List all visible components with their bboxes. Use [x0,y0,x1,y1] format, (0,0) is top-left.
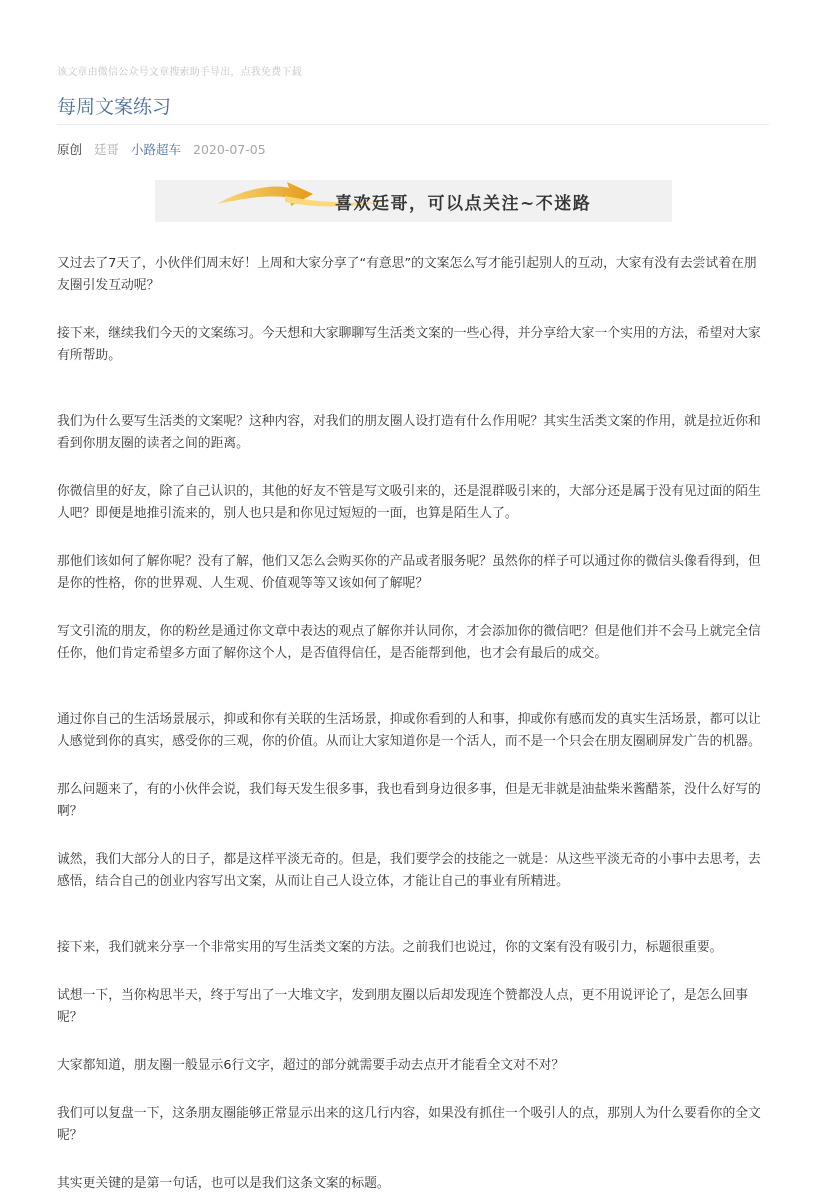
paragraph: 那么问题来了，有的小伙伴会说，我们每天发生很多事，我也看到身边很多事，但是无非就是油盐柴米酱醋茶，没什么好写的啊？ [57,782,761,819]
account-name-link[interactable]: 小路超车 [131,142,182,157]
title-divider [57,124,769,125]
paragraph: 大家都知道，朋友圈一般显示6行文字，超过的部分就需要手动去点开才能看全文对不对？ [57,1058,565,1073]
paragraph: 接下来，我们就来分享一个非常实用的写生活类文案的方法。之前我们也说过，你的文案有没有吸引力，标题很重要。 [57,940,723,955]
paragraph: 试想一下，当你构思半天，终于写出了一大堆文字，发到朋友圈以后却发现连个赞都没人点，更不用说评论了，是怎么回事呢？ [57,988,749,1025]
article-title: 每周文案练习 [57,96,172,118]
paragraph: 我们可以复盘一下，这条朋友圈能够正常显示出来的这几行内容，如果没有抓住一个吸引人的点，那别人为什么要看你的全文呢？ [57,1106,761,1143]
paragraph: 通过你自己的生活场景展示，抑或和你有关联的生活场景，抑或你看到的人和事，抑或你有感而发的真实生活场景，都可以让人感觉到你的真实，感受你的三观，你的价值。从而让大家知道你是一个活人，而不是一个只会在朋友圈刷屏发广告的机器。 [57,712,761,749]
author-name: 廷哥 [94,142,120,157]
article-body [57,253,769,1195]
paragraph: 又过去了7天了，小伙伴们周末好！上周和大家分享了“有意思”的文案怎么写才能引起别人的互动，大家有没有去尝试着在朋友圈引发互动呢？ [57,256,757,293]
banner-text: 喜欢廷哥，可以点关注~不迷路 [335,194,592,214]
paragraph: 接下来，继续我们今天的文案练习。今天想和大家聊聊写生活类文案的一些心得，并分享给大家一个实用的方法，希望对大家有所帮助。 [57,326,761,363]
paragraph: 那他们该如何了解你呢？没有了解，他们又怎么会购买你的产品或者服务呢？虽然你的样子可以通过你的微信头像看得到，但是你的性格，你的世界观、人生观、价值观等等又该如何了解呢？ [57,554,761,591]
publish-date: 2020-07-05 [193,142,266,157]
paragraph: 诚然，我们大部分人的日子，都是这样平淡无奇的。但是，我们要学会的技能之一就是：从这些平淡无奇的小事中去思考，去感悟，结合自己的创业内容写出文案，从而让自己人设立体，才能让自己的事业有所精进。 [57,852,761,889]
original-label: 原创 [57,142,83,157]
paragraph: 其实更关键的是第一句话，也可以是我们这条文案的标题。 [57,1176,390,1191]
follow-banner-image [155,180,672,222]
paragraph: 我们为什么要写生活类的文案呢？这种内容，对我们的朋友圈人设打造有什么作用呢？其实生活类文案的作用，就是拉近你和看到你朋友圈的读者之间的距离。 [57,414,761,451]
export-notice-link[interactable]: 该文章由微信公众号文章搜索助手导出，点我免费下载 [57,67,302,78]
paragraph: 你微信里的好友，除了自己认识的，其他的好友不管是写文吸引来的，还是混群吸引来的，大部分还是属于没有见过面的陌生人吧？即便是地推引流来的，别人也只是和你见过短短的一面，也算是陌生人了。 [57,484,761,521]
paragraph: 写文引流的朋友，你的粉丝是通过你文章中表达的观点了解你并认同你，才会添加你的微信吧？但是他们并不会马上就完全信任你，他们肯定希望多方面了解你这个人，是否值得信任，是否能帮到他，也才会有最后的成交。 [57,624,761,661]
article-meta [57,140,274,158]
